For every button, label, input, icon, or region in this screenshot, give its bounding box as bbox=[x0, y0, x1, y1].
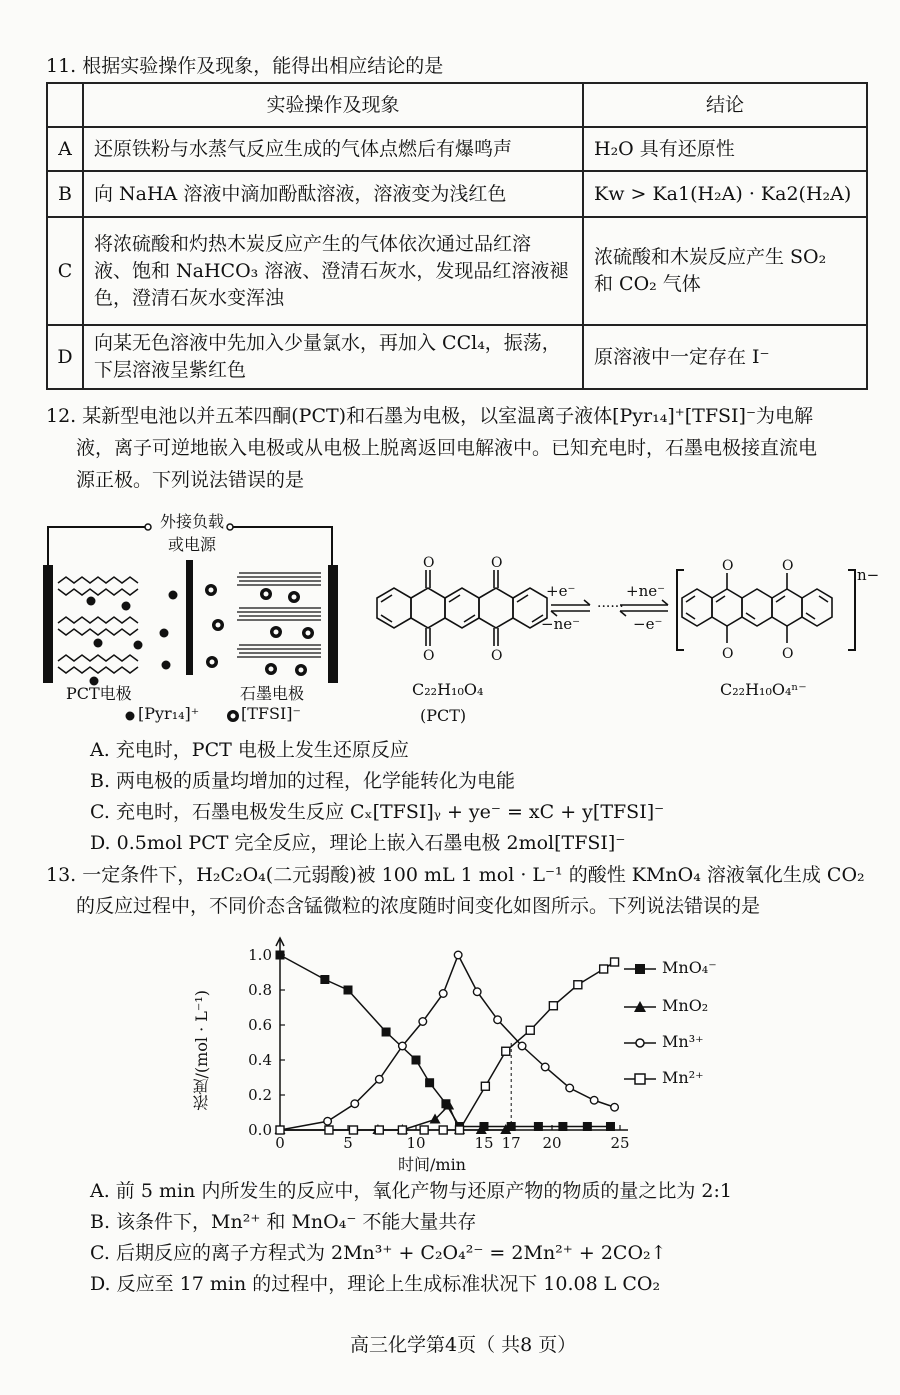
q13-option: C. 后期反应的离子方程式为 2Mn³⁺ + C₂O₄²⁻ = 2Mn²⁺ + 2CO₂↑ bbox=[90, 1242, 667, 1264]
data-point bbox=[502, 1047, 510, 1055]
svg-text:O: O bbox=[782, 558, 794, 574]
x-tick-label: 20 bbox=[542, 1134, 562, 1152]
data-point bbox=[325, 1126, 333, 1134]
svg-text:O: O bbox=[722, 646, 734, 662]
data-point bbox=[611, 1103, 619, 1111]
q11-row-concl: 原溶液中一定存在 I⁻ bbox=[583, 325, 867, 389]
q11-row-key: C bbox=[47, 217, 83, 325]
svg-text:O: O bbox=[491, 648, 503, 664]
data-point bbox=[349, 1126, 357, 1134]
legend-pyr-label: [Pyr₁₄]⁺ bbox=[138, 704, 200, 723]
q12-option: B. 两电极的质量均增加的过程，化学能转化为电能 bbox=[90, 770, 516, 792]
q11-row-op-line: 液、饱和 NaHCO₃ 溶液、澄清石灰水，发现品红溶液褪 bbox=[94, 259, 569, 282]
data-point bbox=[351, 1100, 359, 1108]
data-point bbox=[375, 1075, 383, 1083]
x-tick-label: 15 bbox=[474, 1134, 494, 1152]
data-point bbox=[454, 951, 462, 959]
pct-name: (PCT) bbox=[420, 706, 467, 725]
q13-option: D. 反应至 17 min 的过程中，理论上生成标准状况下 10.08 L CO₂ bbox=[90, 1273, 661, 1295]
data-point bbox=[558, 1122, 567, 1131]
data-point bbox=[526, 1026, 534, 1034]
legend-mno4: MnO₄⁻ bbox=[662, 958, 717, 977]
product-charge: n− bbox=[857, 566, 880, 584]
q12-stem-line: 液，离子可逆地嵌入电极或从电极上脱离返回电解液中。已知充电时，石墨电极接直流电 bbox=[76, 437, 818, 459]
data-point bbox=[439, 1126, 447, 1134]
svg-text:O: O bbox=[423, 555, 435, 571]
product-oxygens bbox=[722, 558, 793, 662]
data-point bbox=[574, 981, 582, 989]
q11-row-concl-line: 浓硫酸和木炭反应产生 SO₂ bbox=[594, 246, 827, 268]
svg-text:O: O bbox=[491, 555, 503, 571]
q11-row-op-line: 向某无色溶液中先加入少量氯水，再加入 CCl₄，振荡， bbox=[94, 332, 561, 354]
page-footer: 高三化学第4页（ 共8 页） bbox=[350, 1334, 577, 1356]
q12-stem-line: 源正极。下列说法错误的是 bbox=[76, 469, 305, 491]
data-point bbox=[344, 986, 353, 995]
x-tick-label: 17 bbox=[501, 1134, 521, 1152]
pct-oxygens bbox=[423, 555, 502, 664]
chart-series bbox=[275, 951, 619, 1135]
data-point bbox=[276, 1126, 284, 1134]
q12-option: A. 充电时，PCT 电极上发生还原反应 bbox=[90, 739, 409, 761]
data-point bbox=[611, 958, 619, 966]
data-point bbox=[320, 975, 329, 984]
x-tick-label: 5 bbox=[343, 1134, 353, 1152]
q11-header-blank bbox=[47, 83, 83, 127]
y-tick-label: 1.0 bbox=[248, 946, 272, 964]
data-point bbox=[456, 1126, 464, 1134]
y-tick-label: 0.4 bbox=[248, 1051, 272, 1069]
legend-mn2-marker bbox=[635, 1074, 645, 1084]
arrow1-top: +e⁻ bbox=[546, 582, 576, 600]
separator bbox=[186, 560, 193, 675]
q11-row-concl-line: 和 CO₂ 气体 bbox=[594, 273, 701, 295]
data-point bbox=[419, 1018, 427, 1026]
data-point bbox=[276, 951, 285, 960]
q13-stem-line: 的反应过程中，不同价态含锰微粒的浓度随时间变化如图所示。下列说法错误的是 bbox=[76, 895, 761, 917]
device-label bbox=[152, 509, 232, 555]
pct-electrode-label: PCT电极 bbox=[66, 684, 132, 703]
device-label-line: 外接负载 bbox=[159, 512, 224, 531]
data-point bbox=[412, 1056, 421, 1065]
product-formula: C₂₂H₁₀O₄ⁿ⁻ bbox=[720, 680, 807, 699]
svg-text:O: O bbox=[782, 646, 794, 662]
ellipsis: ······ bbox=[597, 599, 624, 615]
data-point bbox=[606, 1122, 615, 1131]
chart-legend-markers bbox=[622, 955, 664, 1095]
graphite-layers bbox=[237, 573, 321, 657]
q11-row-key: A bbox=[47, 127, 83, 171]
pct-rings bbox=[377, 570, 547, 646]
data-point bbox=[439, 990, 447, 998]
data-point bbox=[566, 1084, 574, 1092]
svg-text:O: O bbox=[722, 558, 734, 574]
y-tick-label: 0.0 bbox=[248, 1121, 272, 1139]
wire-left bbox=[48, 527, 148, 575]
q11-row-key: D bbox=[47, 325, 83, 389]
q11-header-concl: 结论 bbox=[583, 83, 867, 127]
data-point bbox=[399, 1042, 407, 1050]
q12-option: C. 充电时，石墨电极发生反应 Cₓ[TFSI]ᵧ + ye⁻ = xC + y[TFSI]⁻ bbox=[90, 801, 665, 823]
arrow1-bottom: −ne⁻ bbox=[541, 615, 581, 633]
equilibrium-arrows bbox=[551, 600, 590, 616]
legend-mn3: Mn³⁺ bbox=[662, 1032, 704, 1051]
q11-row-op: 向 NaHA 溶液中滴加酚酞溶液，溶液变为浅红色 bbox=[83, 171, 583, 217]
tfsi-ions-solution bbox=[205, 584, 224, 668]
chart-axes bbox=[248, 938, 629, 1152]
pct-formula: C₂₂H₁₀O₄ bbox=[412, 680, 484, 699]
q12-option: D. 0.5mol PCT 完全反应，理论上嵌入石墨电极 2mol[TFSI]⁻ bbox=[90, 832, 626, 854]
q11-header-op: 实验操作及现象 bbox=[83, 83, 583, 127]
wire-right bbox=[230, 527, 332, 575]
pct-layers bbox=[58, 577, 138, 673]
data-point bbox=[420, 1126, 428, 1134]
q11-stem: 11. 根据实验操作及现象，能得出相应结论的是 bbox=[46, 55, 444, 77]
data-point bbox=[583, 1122, 592, 1131]
arrow2-bottom: −e⁻ bbox=[633, 615, 663, 633]
data-point bbox=[375, 1126, 383, 1134]
y-tick-label: 0.2 bbox=[248, 1086, 272, 1104]
q13-option: B. 该条件下，Mn²⁺ 和 MnO₄⁻ 不能大量共存 bbox=[90, 1211, 477, 1233]
q11-row-concl: Kw > Ka1(H₂A) · Ka2(H₂A) bbox=[583, 171, 867, 217]
y-axis-label: 浓度/(mol · L⁻¹) bbox=[192, 990, 211, 1111]
q11-table bbox=[46, 82, 868, 390]
q11-row-op-line: 将浓硫酸和灼热木炭反应产生的气体依次通过品红溶 bbox=[94, 232, 532, 255]
data-point bbox=[481, 1082, 489, 1090]
brackets bbox=[677, 570, 855, 650]
legend-mn3-marker bbox=[636, 1039, 644, 1047]
data-point bbox=[382, 1028, 391, 1037]
q11-row-op-line: 色，澄清石灰水变浑浊 bbox=[94, 286, 285, 309]
terminal-left bbox=[145, 524, 151, 530]
legend-pyr-marker bbox=[126, 712, 135, 721]
x-axis-label: 时间/min bbox=[398, 1155, 466, 1174]
legend-mno4-marker bbox=[635, 964, 645, 974]
q11-row-op bbox=[83, 325, 583, 389]
q13-option: A. 前 5 min 内所发生的反应中，氧化产物与还原产物的物质的量之比为 2:1 bbox=[90, 1180, 732, 1202]
data-point bbox=[600, 965, 608, 973]
q11-row-op bbox=[83, 217, 583, 325]
data-point bbox=[494, 1016, 502, 1024]
device-label-line: 或电源 bbox=[167, 535, 216, 554]
x-tick-label: 10 bbox=[406, 1134, 426, 1152]
q11-row-op: 还原铁粉与水蒸气反应生成的气体点燃后有爆鸣声 bbox=[83, 127, 583, 171]
data-point bbox=[425, 1078, 434, 1087]
q13-stem-line: 13. 一定条件下，H₂C₂O₄(二元弱酸)被 100 mL 1 mol · L⁻¹ 的酸性 KMnO₄ 溶液氧化生成 CO₂ bbox=[46, 864, 865, 886]
data-point bbox=[549, 1002, 557, 1010]
arrow2-top: +ne⁻ bbox=[626, 582, 666, 600]
product-rings bbox=[682, 573, 832, 643]
product-molecule bbox=[600, 555, 890, 670]
pct-electrode-plate bbox=[43, 565, 53, 683]
tfsi-ions-in-graphite bbox=[260, 588, 314, 676]
q12-stem-line: 12. 某新型电池以并五苯四酮(PCT)和石墨为电极，以室温离子液体[Pyr₁₄]⁺[TFSI]⁻为电解 bbox=[46, 405, 813, 427]
x-tick-label: 0 bbox=[275, 1134, 285, 1152]
q11-row-concl bbox=[583, 217, 867, 325]
graphite-electrode-label: 石墨电极 bbox=[240, 684, 305, 703]
data-point bbox=[534, 1122, 543, 1131]
legend-mno2: MnO₂ bbox=[662, 996, 709, 1015]
data-point bbox=[398, 1126, 406, 1134]
legend-tfsi-label: [TFSI]⁻ bbox=[241, 704, 301, 723]
q11-row-op-line: 下层溶液呈紫红色 bbox=[94, 359, 247, 381]
data-point bbox=[518, 1042, 526, 1050]
q11-row-concl: H₂O 具有还原性 bbox=[583, 127, 867, 171]
equilibrium-arrows-2 bbox=[620, 600, 668, 616]
graphite-electrode-plate bbox=[328, 565, 338, 683]
x-tick-label: 25 bbox=[610, 1134, 630, 1152]
data-point bbox=[590, 1096, 598, 1104]
data-point bbox=[324, 1117, 332, 1125]
legend-mn2: Mn²⁺ bbox=[662, 1068, 704, 1087]
data-point bbox=[541, 1063, 549, 1071]
svg-text:O: O bbox=[423, 648, 435, 664]
y-tick-label: 0.6 bbox=[248, 1016, 272, 1034]
q11-row-key: B bbox=[47, 171, 83, 217]
data-point bbox=[473, 988, 481, 996]
pyr-ions-solution bbox=[160, 591, 178, 670]
y-tick-label: 0.8 bbox=[248, 981, 272, 999]
